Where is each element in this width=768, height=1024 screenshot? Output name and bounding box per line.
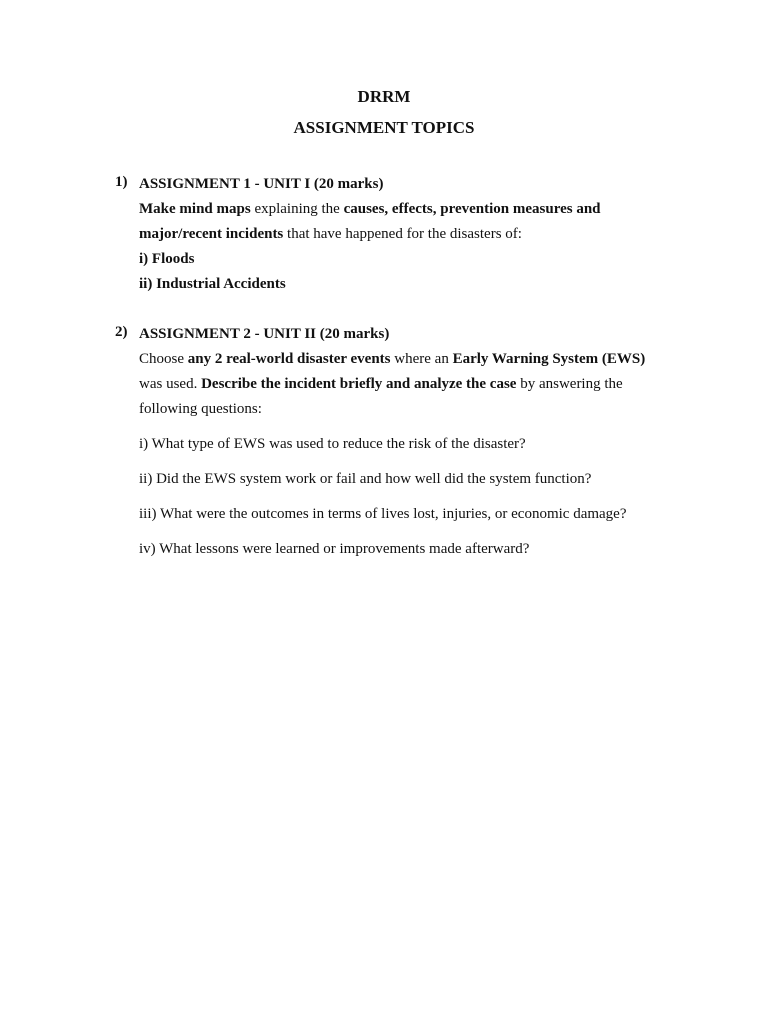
text-bold: any 2 real-world disaster events <box>187 351 391 367</box>
document-title: DRRM <box>357 87 411 106</box>
question-item: i) What type of EWS was used to reduce the risk of the disaster? <box>139 436 526 452</box>
assignment-text-line-1 <box>139 349 669 374</box>
assignment-body <box>139 174 669 299</box>
assignment-text-line-2 <box>139 224 669 249</box>
question-item: iv) What lessons were learned or improvements made afterward? <box>139 541 530 557</box>
text-plain: Choose <box>139 351 188 367</box>
text-plain: was used. <box>139 376 202 392</box>
text-bold: major/recent incidents <box>139 226 284 242</box>
assignment-heading: ASSIGNMENT 1 - UNIT I (20 marks) <box>139 176 384 192</box>
text-plain: explaining the <box>250 201 344 217</box>
assignment-number: 2) <box>115 324 128 340</box>
text-bold: Make mind maps <box>139 201 251 217</box>
text-bold: Describe the incident briefly and analyze the case <box>201 376 517 392</box>
text-bold: causes, effects, prevention measures and <box>343 201 601 217</box>
document-subtitle: ASSIGNMENT TOPICS <box>293 118 475 137</box>
list-item: i) Floods <box>139 251 195 267</box>
assignment-text-line-2 <box>139 374 669 399</box>
assignment-text-line-3: following questions: <box>139 401 262 417</box>
assignment-body <box>139 324 669 574</box>
text-plain: where an <box>390 351 453 367</box>
text-plain: by answering the <box>516 376 623 392</box>
assignment-number: 1) <box>115 174 128 190</box>
assignment-heading: ASSIGNMENT 2 - UNIT II (20 marks) <box>139 326 390 342</box>
question-item: ii) Did the EWS system work or fail and how well did the system function? <box>139 471 592 487</box>
question-item: iii) What were the outcomes in terms of lives lost, injuries, or economic damage? <box>139 506 627 522</box>
assignment-text-line-1 <box>139 199 669 224</box>
text-bold: Early Warning System (EWS) <box>452 351 646 367</box>
text-plain: that have happened for the disasters of: <box>283 226 522 242</box>
list-item: ii) Industrial Accidents <box>139 276 286 292</box>
